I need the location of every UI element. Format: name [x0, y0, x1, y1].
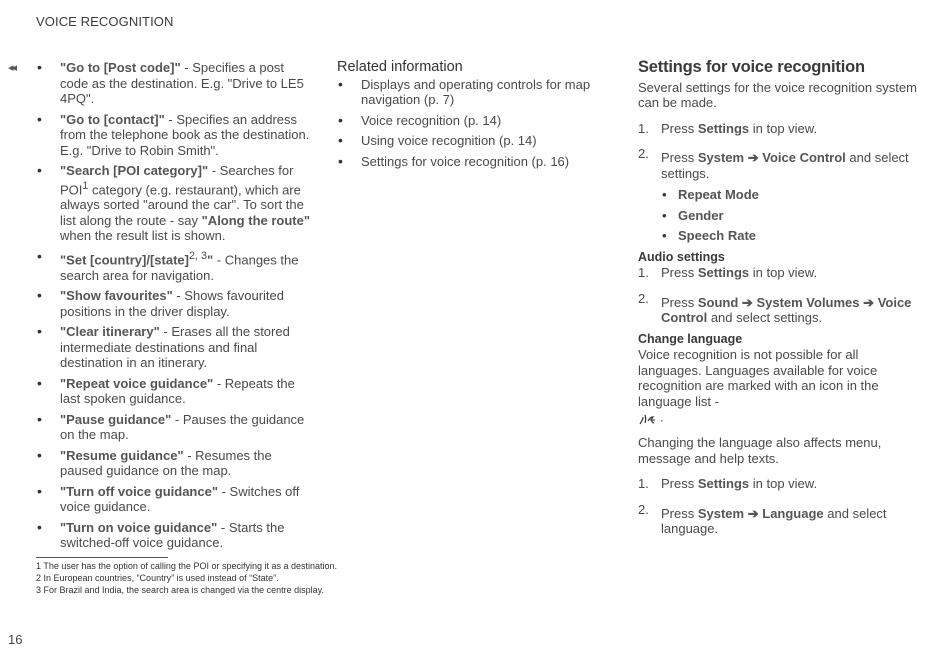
language-steps — [638, 476, 918, 537]
command-text: "Turn off voice guidance" — [60, 483, 218, 499]
audio-settings-title: Audio settings — [638, 249, 725, 264]
list-item — [36, 60, 311, 107]
footnote: 1 The user has the option of calling the POI or specifying it as a destination. — [36, 561, 338, 571]
step-item — [638, 142, 918, 244]
related-link[interactable]: • Displays and operating controls for map navigation (p. 7) — [337, 77, 615, 108]
command-text: "Search [POI category]" — [60, 163, 209, 178]
command-desc: - Resumes the paused guidance on the map. — [60, 447, 272, 479]
command-desc: - Starts the switched-off voice guidance. — [60, 519, 285, 551]
settings-column — [638, 60, 918, 543]
menu-item-system: System — [697, 150, 745, 165]
settings-steps — [638, 121, 918, 244]
arrow-right-icon: ➔ — [747, 150, 759, 165]
list-item — [36, 412, 311, 443]
step-text: Press — [661, 150, 698, 165]
command-text: "Turn on voice guidance" — [60, 519, 218, 535]
step-item — [638, 498, 918, 537]
language-desc: Voice recognition is not possible for all languages. Languages available for voice recognition are marked with an icon in the language list - — [638, 347, 879, 409]
list-item — [36, 484, 311, 515]
command-text: "Show favourites" — [60, 288, 173, 304]
step-item — [638, 121, 918, 137]
arrow-right-icon: ➔ — [747, 505, 759, 521]
menu-item-settings: Settings — [697, 120, 750, 136]
page-number: 16 — [8, 632, 23, 647]
step-text: Press — [661, 294, 698, 310]
command-text: "Repeat voice guidance" — [60, 375, 214, 391]
command-text: " — [207, 252, 214, 268]
command-desc: - Specifies a post code as the destination. E.g. "Drive to LE5 4PQ". — [60, 60, 304, 106]
menu-item-system: System — [697, 505, 745, 521]
step-text: Press — [661, 476, 698, 491]
list-item — [36, 249, 311, 283]
menu-item-settings: Settings — [697, 265, 750, 280]
footnotes — [36, 557, 366, 596]
command-desc: - Changes the search area for navigation. — [60, 252, 299, 283]
voice-options — [661, 187, 918, 244]
step-text: in top view. — [749, 265, 818, 280]
list-item — [36, 520, 311, 551]
related-info-title: Related information — [337, 59, 463, 75]
list-item — [36, 163, 311, 244]
command-desc: when the result list is shown. — [60, 228, 226, 244]
related-info-column — [337, 60, 615, 174]
commands-column — [36, 60, 311, 556]
step-text: and select settings. — [707, 310, 823, 325]
command-desc: - Pauses the guidance on the map. — [60, 411, 305, 443]
command-desc: - Specifies an address from the telephone book as the destination. E.g. "Drive to Robin Smith". — [60, 111, 310, 158]
step-text: in top view. — [749, 476, 818, 491]
list-item — [36, 288, 311, 319]
command-desc: - Searches for POI — [60, 163, 294, 197]
menu-item-voice-control: Voice Control — [661, 294, 912, 325]
back-arrow-icon[interactable]: ◂◂ — [8, 62, 16, 74]
change-language-title: Change language — [638, 331, 743, 346]
command-text: "Go to [contact]" — [60, 111, 165, 127]
command-desc: - Switches off voice guidance. — [60, 483, 300, 515]
step-item — [638, 287, 918, 326]
menu-item-sound: Sound — [697, 294, 739, 310]
related-links — [337, 77, 615, 170]
footnote: 2 In European countries, “Country” is used instead of “State”. — [36, 573, 279, 583]
language-note: Changing the language also affects menu, message and help texts. — [638, 435, 882, 466]
command-desc: - Erases all the stored intermediate destinations and final destination in an itinerary. — [60, 324, 290, 371]
language-text — [638, 347, 918, 427]
voice-recognition-language-icon — [638, 412, 658, 427]
step-text: Press — [661, 505, 698, 521]
footnote-ref: 2, 3 — [188, 249, 208, 262]
language-desc-end: . — [660, 409, 664, 425]
command-desc: category (e.g. restaurant), which are always sorted "around the car". To sort the list along the route - say — [60, 181, 304, 228]
menu-item-voice-control: Voice Control — [762, 150, 846, 165]
step-text: Press — [661, 265, 698, 280]
menu-item-language: Language — [762, 505, 824, 521]
related-link[interactable]: • Voice recognition (p. 14) — [337, 113, 615, 129]
step-item — [638, 265, 918, 281]
command-desc: - Shows favourited positions in the driver display. — [60, 288, 285, 319]
command-desc: - Repeats the last spoken guidance. — [60, 375, 295, 407]
step-item — [638, 476, 918, 492]
step-number: 2. — [638, 290, 649, 306]
option-speech-rate: • Speech Rate — [661, 228, 918, 244]
step-number: 2. — [638, 146, 649, 161]
section-title: Settings for voice recognition — [638, 58, 865, 76]
command-text: "Go to [Post code]" — [60, 60, 181, 75]
related-link[interactable]: • Using voice recognition (p. 14) — [337, 133, 615, 149]
footnote-ref: 1 — [82, 179, 89, 192]
command-text: "Pause guidance" — [60, 411, 172, 427]
command-text: "Along the route" — [201, 212, 311, 228]
step-text: and select language. — [661, 505, 887, 536]
page-header: VOICE RECOGNITION — [36, 14, 174, 29]
list-item — [36, 324, 311, 371]
step-number: 2. — [638, 501, 649, 517]
menu-item-settings: Settings — [697, 476, 750, 491]
command-text: "Set [country]/[state] — [60, 252, 189, 268]
arrow-right-icon: ➔ — [863, 294, 875, 310]
command-text: "Resume guidance" — [60, 447, 184, 463]
command-text: "Clear itinerary" — [60, 324, 160, 340]
menu-item-system-volumes: System Volumes — [756, 294, 860, 310]
step-text: and select settings. — [661, 150, 909, 181]
section-intro: Several settings for the voice recognition system can be made. — [638, 79, 917, 110]
arrow-right-icon: ➔ — [741, 294, 753, 310]
footnote: 3 For Brazil and India, the search area is changed via the centre display. — [36, 585, 324, 595]
option-gender: • Gender — [661, 208, 918, 224]
list-item — [36, 112, 311, 159]
step-number: 1. — [638, 476, 649, 491]
command-list — [36, 60, 311, 551]
footnote-divider — [36, 557, 168, 558]
step-number: 1. — [638, 120, 649, 136]
option-repeat-mode: • Repeat Mode — [661, 187, 918, 203]
list-item — [36, 448, 311, 479]
related-link[interactable]: • Settings for voice recognition (p. 16) — [337, 154, 615, 170]
step-text: Press — [661, 120, 698, 136]
step-number: 1. — [638, 265, 649, 280]
list-item — [36, 376, 311, 407]
audio-steps — [638, 265, 918, 326]
step-text: in top view. — [749, 120, 818, 136]
